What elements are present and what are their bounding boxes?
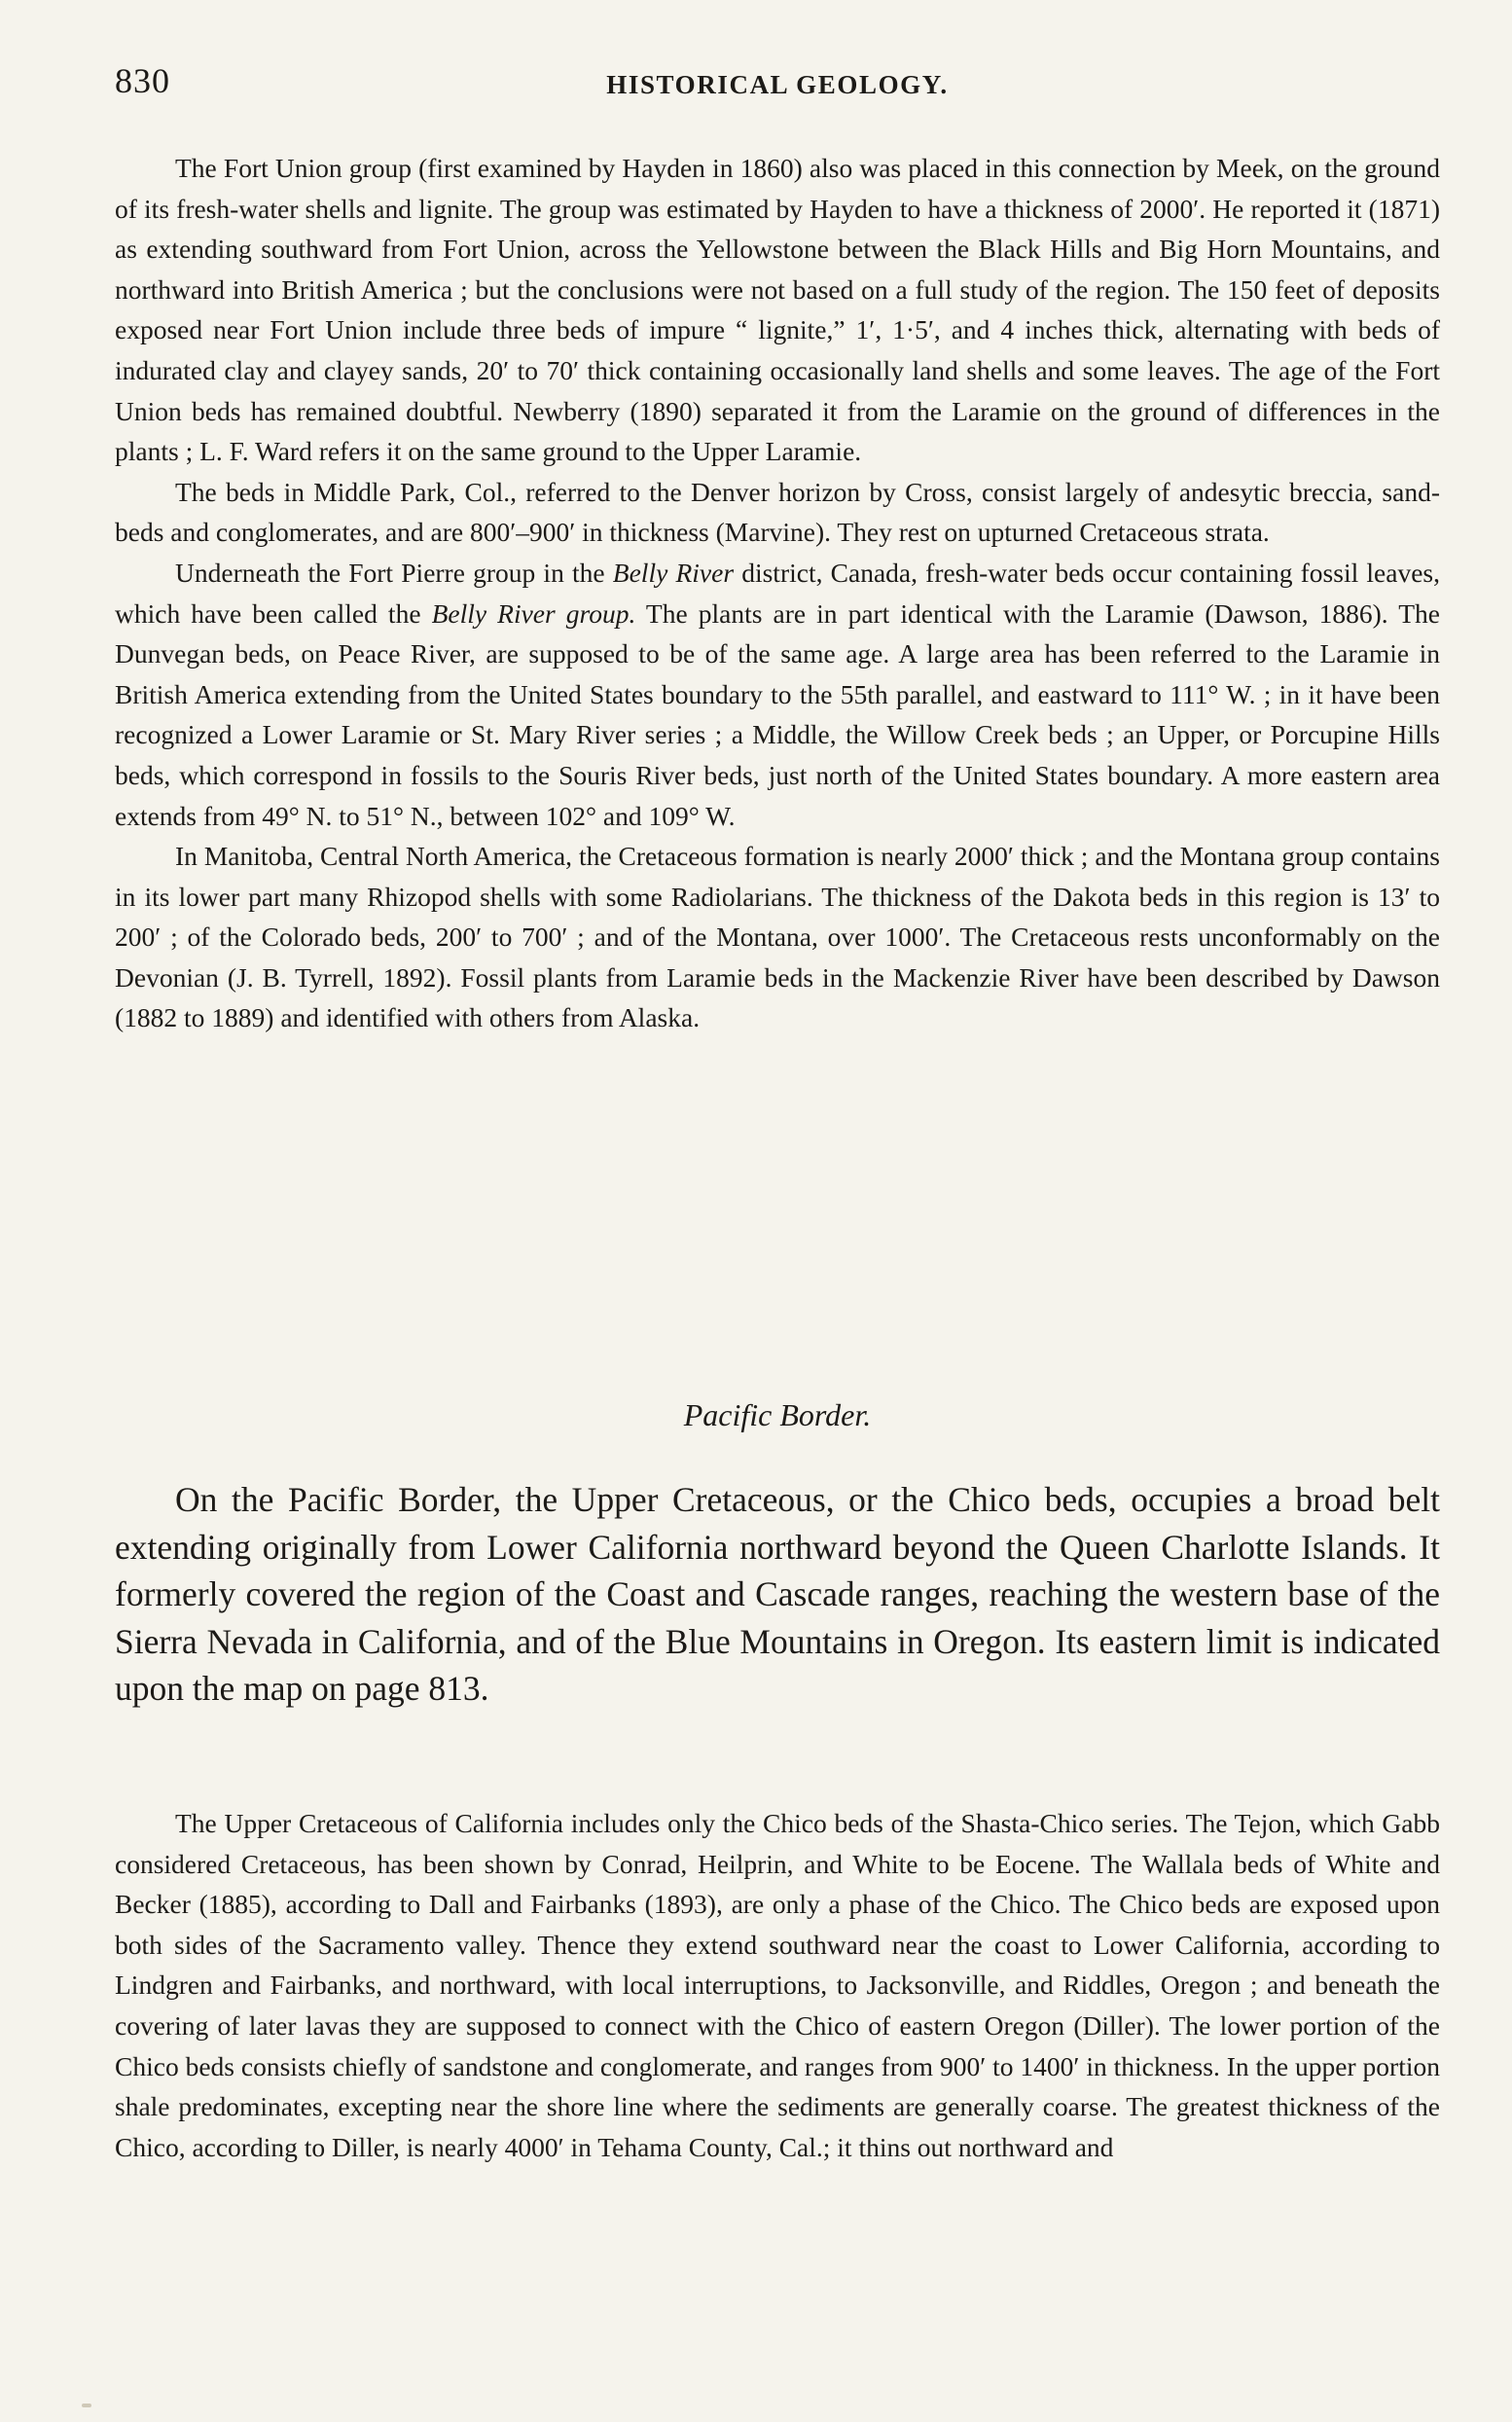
- belly-river-group-term: Belly River group.: [431, 597, 636, 629]
- page-mark: [82, 2404, 91, 2407]
- body-text-upper: [115, 148, 1440, 1038]
- section-intro-paragraph: On the Pacific Border, the Upper Cretaceous, or the Chico beds, occupies a broad belt extending originally from Lower California northward beyond the Queen Charlotte Islands. It formerly covered the region of the Coast and Cascade ranges, reaching the western base of the Sierra Nevada in California, and of the Blue Mountains in Oregon. Its eastern limit is indicated upon the map on page 813.: [115, 1480, 1440, 1709]
- body-text-lower: [115, 1803, 1440, 2167]
- belly-river-term: Belly River: [612, 557, 735, 588]
- page-number: 830: [115, 61, 170, 100]
- belly-river-text-1: Underneath the Fort Pierre group in the: [175, 557, 613, 588]
- paragraph-middle-park: The beds in Middle Park, Col., referred to the Denver horizon by Cross, consist largely of andesytic breccia, sand-beds and conglomerates, and are 800′–900′ in thickness (Marvine). They rest on upturned Cretaceous strata.: [115, 476, 1440, 548]
- paragraph-manitoba: In Manitoba, Central North America, the Cretaceous formation is nearly 2000′ thick ; and the Montana group contains in its lower part many Rhizopod shells with some Radiolarians. The thickness of the Dakota beds in this region is 13′ to 200′ ; of the Colorado beds, 200′ to 700′ ; and of the Montana, over 1000′. The Cretaceous rests unconformably on the Devonian (J. B. Tyrrell, 1892). Fossil plants from Laramie beds in the Mackenzie River have been described by Dawson (1882 to 1889) and identified with others from Alaska.: [115, 841, 1440, 1033]
- paragraph-fort-union: The Fort Union group (first examined by Hayden in 1860) also was placed in this connection by Meek, on the ground of its fresh-water shells and lignite. The group was estimated by Hayden to have a thickness of 2000′. He reported it (1871) as extending southward from Fort Union, across the Yellowstone between the Black Hills and Big Horn Mountains, and northward into British America ; but the conclusions were not based on a full study of the region. The 150 feet of deposits exposed near Fort Union include three beds of impure “ lignite,” 1′, 1·5′, and 4 inches thick, alternating with beds of indurated clay and clayey sands, 20′ to 70′ thick containing occasionally land shells and some leaves. The age of the Fort Union beds has remained doubtful. Newberry (1890) separated it from the Laramie on the ground of differences in the plants ; L. F. Ward refers it on the same ground to the Upper Laramie.: [115, 153, 1440, 467]
- paragraph-belly-river: [115, 553, 1440, 836]
- section-heading: Pacific Border.: [683, 1397, 872, 1432]
- running-title: HISTORICAL GEOLOGY.: [606, 70, 949, 99]
- belly-river-text-3: The plants are in part identical with the Laramie (Dawson, 1886). The Dunvegan beds, on Peace River, are supposed to be of the same age. A large area has been referred to the Laramie in British America extending from the United States boundary to the 55th parallel, and eastward to 111° W. ; in it have been recognized a Lower Laramie or St. Mary River series ; a Middle, the Willow Creek beds ; an Upper, or Porcupine Hills beds, which correspond in fossils to the Souris River beds, just north of the United States boundary. A more eastern area extends from 49° N. to 51° N., between 102° and 109° W.: [115, 597, 1440, 831]
- page-header: [115, 60, 1440, 105]
- belly-river-text-2: district, Canada, fresh-water beds occur containing fossil leaves, which have been called the: [115, 557, 1441, 629]
- paragraph-california: The Upper Cretaceous of California includes only the Chico beds of the Shasta-Chico series. The Tejon, which Gabb considered Cretaceous, has been shown by Conrad, Heilprin, and White to be Eocene. The Wallala beds of White and Becker (1885), according to Dall and Fairbanks (1893), are only a phase of the Chico. The Chico beds are exposed upon both sides of the Sacramento valley. Thence they extend southward near the coast to Lower California, according to Lindgren and Fairbanks, and northward, with local interruptions, to Jacksonville, and Riddles, Oregon ; and beneath the covering of later lavas they are supposed to connect with the Chico of eastern Oregon (Diller). The lower portion of the Chico beds consists chiefly of sandstone and conglomerate, and ranges from 900′ to 1400′ in thickness. In the upper portion shale predominates, excepting near the shore line where the sediments are generally coarse. The greatest thickness of the Chico, according to Diller, is nearly 4000′ in Tehama County, Cal.; it thins out northward and: [115, 1808, 1440, 2162]
